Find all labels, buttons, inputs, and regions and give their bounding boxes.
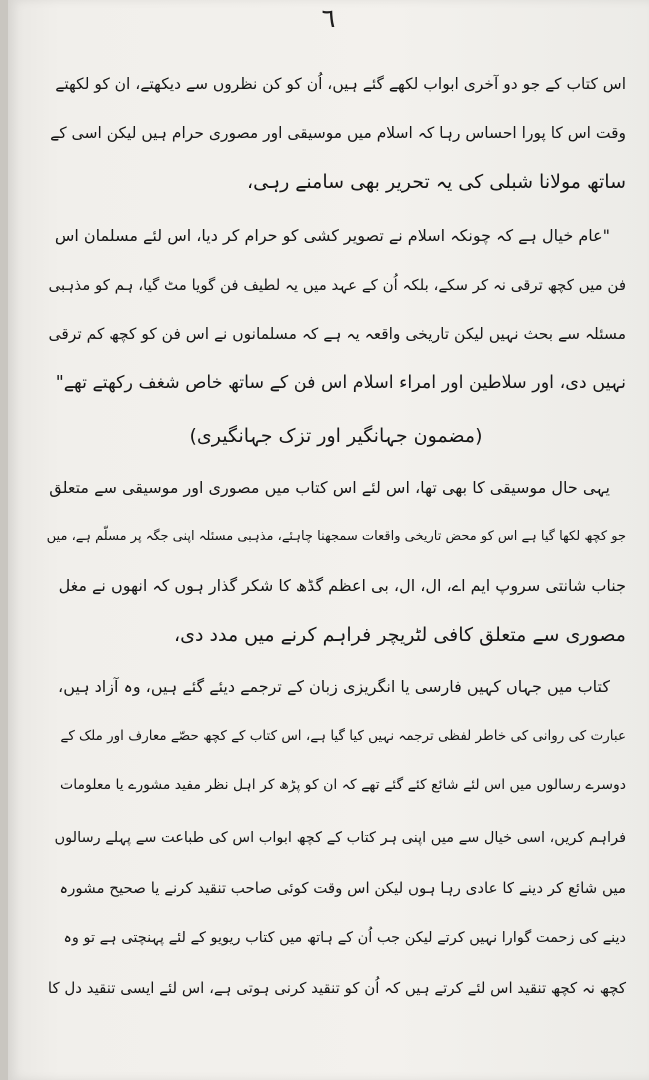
quote-line: فن میں کچھ ترقی نہ کر سکے، بلکہ اُن کے عہد میں یہ لطیف فن گویا مٹ گیا، ہم کو مذہبی: [48, 276, 626, 294]
text-line: مصوری سے متعلق کافی لٹریچر فراہم کرنے میں مدد دی،: [174, 624, 626, 646]
quote-line: نہیں دی، اور سلاطین اور امراء اسلام اس فن کے ساتھ خاص شغف رکھتے تھے": [55, 373, 626, 393]
text-line: جناب شانتی سروپ ایم اے، ال، ال، بی اعظم گڈھ کا شکر گذار ہوں کہ انھوں نے مغل: [58, 576, 626, 595]
text-line: ساتھ مولانا شبلی کی یہ تحریر بھی سامنے رہی،: [246, 171, 626, 193]
quote-line: مسئلہ سے بحث نہیں لیکن تاریخی واقعہ یہ ہے کہ مسلمانوں نے اس فن کو کچھ کم ترقی: [48, 325, 626, 343]
text-line: دوسرے رسالوں میں اس لئے شائع کئے گئے تھے کہ ان کو پڑھ کر اہل نظر مفید مشورے یا معلومات: [60, 777, 626, 793]
text-line: دینے کی زحمت گوارا نہیں کرتے لیکن جب اُن کے ہاتھ میں کتاب ریویو کے لئے پہنچتی ہے تو وہ: [63, 930, 626, 946]
text-line: وقت اس کا پورا احساس رہا کہ اسلام میں موسیقی اور مصوری حرام ہیں لیکن اسی کے: [50, 124, 626, 142]
text-line: کچھ نہ کچھ تنقید اس لئے کرتے ہیں کہ اُن کو تنقید کرنی ہوتی ہے، اس لئے ایسی تنقید دل کا: [47, 979, 626, 997]
text-line: فراہم کریں، اسی خیال سے میں اپنی ہر کتاب کے کچھ ابواب اس کی طباعت سے پہلے رسالوں: [54, 830, 626, 846]
citation-line: (مضمون جہانگیر اور تزک جہانگیری): [189, 425, 483, 447]
book-page: [8, 0, 649, 1080]
text-line: میں شائع کر دینے کا عادی رہا ہوں لیکن اس وقت کوئی صاحب تنقید کرنے یا صحیح مشورہ: [59, 879, 626, 897]
text-line: یہی حال موسیقی کا بھی تھا، اس لئے اس کتاب میں مصوری اور موسیقی سے متعلق: [49, 478, 610, 497]
page-number: ٦: [321, 4, 336, 34]
quote-line: "عام خیال ہے کہ چونکہ اسلام نے تصویر کشی کو حرام کر دیا، اس لئے مسلمان اس: [54, 226, 610, 245]
text-line: عبارت کی روانی کی خاطر لفظی ترجمہ نہیں کیا گیا ہے، اس کتاب کے کچھ حصّے معارف اور ملک کے: [60, 728, 626, 744]
text-line: جو کچھ لکھا گیا ہے اس کو محض تاریخی واقعات سمجھنا چاہئے، مذہبی مسئلہ اپنی جگہ پر مسلّم ہے، میں: [46, 529, 626, 544]
text-line: اس کتاب کے جو دو آخری ابواب لکھے گئے ہیں، اُن کو کن نظروں سے دیکھتے، ان کو لکھتے: [55, 75, 626, 93]
text-line: کتاب میں جہاں کہیں فارسی یا انگریزی زبان کے ترجمے دیئے گئے ہیں، وہ آزاد ہیں،: [58, 677, 610, 696]
